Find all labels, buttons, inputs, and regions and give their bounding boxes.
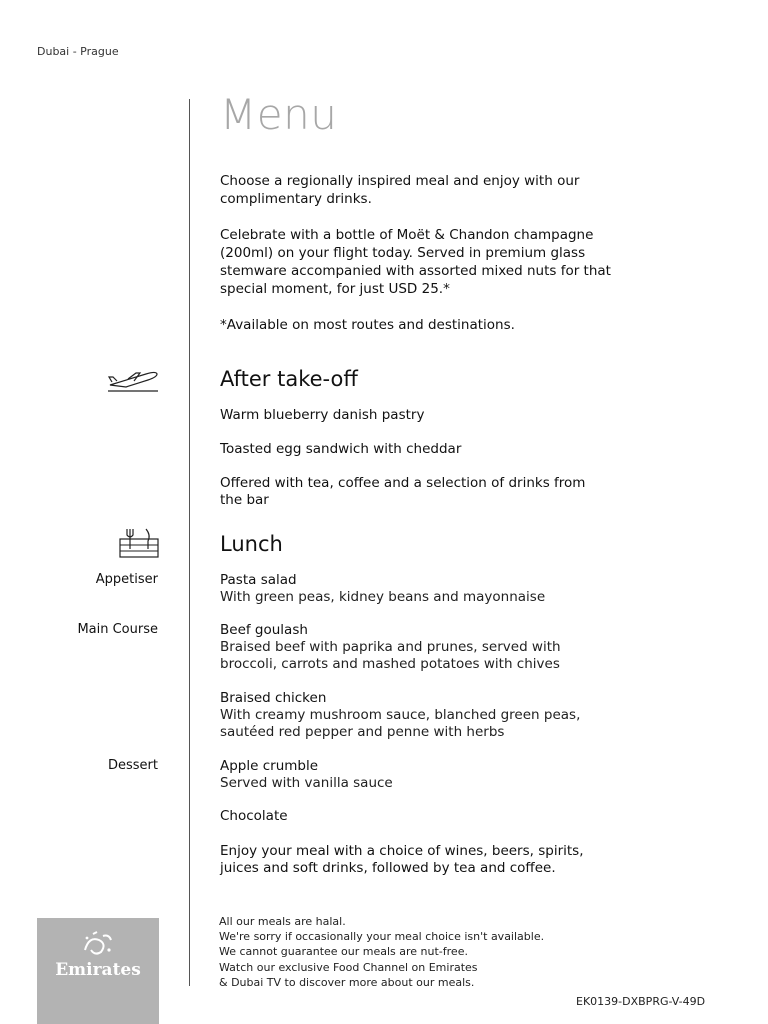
promo-line: special moment, for just USD 25.* <box>220 281 450 297</box>
course-label-dessert: Dessert <box>108 758 158 773</box>
menu-item <box>220 690 700 741</box>
emirates-logo-text: Emirates <box>55 960 141 980</box>
footer-note-line: All our meals are halal. <box>219 915 346 928</box>
closing-note <box>220 843 700 877</box>
section-heading-lunch: Lunch <box>220 532 283 556</box>
drinks-note-line: the bar <box>220 492 269 508</box>
closing-note-line: juices and soft drinks, followed by tea and coffee. <box>220 860 556 876</box>
menu-item-title: Apple crumble <box>220 758 319 774</box>
menu-item <box>220 758 700 792</box>
menu-item-description: With green peas, kidney beans and mayonnaise <box>220 589 546 605</box>
intro-lead-line: complimentary drinks. <box>220 191 372 207</box>
footer-note-line: Watch our exclusive Food Channel on Emirates <box>219 960 478 974</box>
drinks-note-line: Offered with tea, coffee and a selection of drinks from <box>220 475 586 491</box>
menu-item-description: Braised beef with paprika and prunes, served with <box>220 639 561 655</box>
promo-line: Celebrate with a bottle of Moët & Chandon champagne <box>220 227 594 243</box>
section-heading-after-takeoff: After take-off <box>220 367 358 391</box>
menu-item-title: Pasta salad <box>220 572 297 588</box>
promo-line: (200ml) on your flight today. Served in premium glass <box>220 245 586 261</box>
menu-item-description: Served with vanilla sauce <box>220 775 393 791</box>
course-label-main: Main Course <box>77 622 158 637</box>
footer-note-line: We cannot guarantee our meals are nut-free. <box>219 945 468 959</box>
course-label-appetiser: Appetiser <box>95 572 158 587</box>
emirates-logo <box>37 918 159 1024</box>
closing-note-line: Enjoy your meal with a choice of wines, beers, spirits, <box>220 843 584 859</box>
footer-note-line: & Dubai TV to discover more about our meals. <box>219 975 475 989</box>
menu-item-title: Beef goulash <box>220 622 308 638</box>
dining-icon <box>118 527 160 565</box>
menu-item <box>220 572 700 606</box>
drinks-note <box>220 475 700 509</box>
intro-block <box>220 172 690 334</box>
menu-item-description: sautéed red pepper and penne with herbs <box>220 724 505 740</box>
footer-note-line: We're sorry if occasionally your meal choice isn't available. <box>219 930 545 944</box>
vertical-divider <box>189 99 190 986</box>
menu-item: Toasted egg sandwich with cheddar <box>220 441 462 457</box>
menu-item-description: broccoli, carrots and mashed potatoes with chives <box>220 656 560 672</box>
menu-code: EK0139-DXBPRG-V-49D <box>576 995 706 1008</box>
route-label: Dubai - Prague <box>37 45 119 58</box>
intro-lead-line: Choose a regionally inspired meal and enjoy with our <box>220 173 580 189</box>
footer-notes <box>219 914 639 990</box>
menu-item-description: With creamy mushroom sauce, blanched green peas, <box>220 707 581 723</box>
availability-note: *Available on most routes and destinations. <box>220 317 515 333</box>
menu-item <box>220 622 700 673</box>
page-title: Menu <box>220 90 338 139</box>
emirates-calligraphy-icon <box>79 930 117 960</box>
airplane-takeoff-icon <box>106 365 158 401</box>
menu-item: Warm blueberry danish pastry <box>220 407 425 423</box>
promo-line: stemware accompanied with assorted mixed nuts for that <box>220 263 611 279</box>
menu-item-title: Braised chicken <box>220 690 327 706</box>
menu-item: Chocolate <box>220 808 288 824</box>
